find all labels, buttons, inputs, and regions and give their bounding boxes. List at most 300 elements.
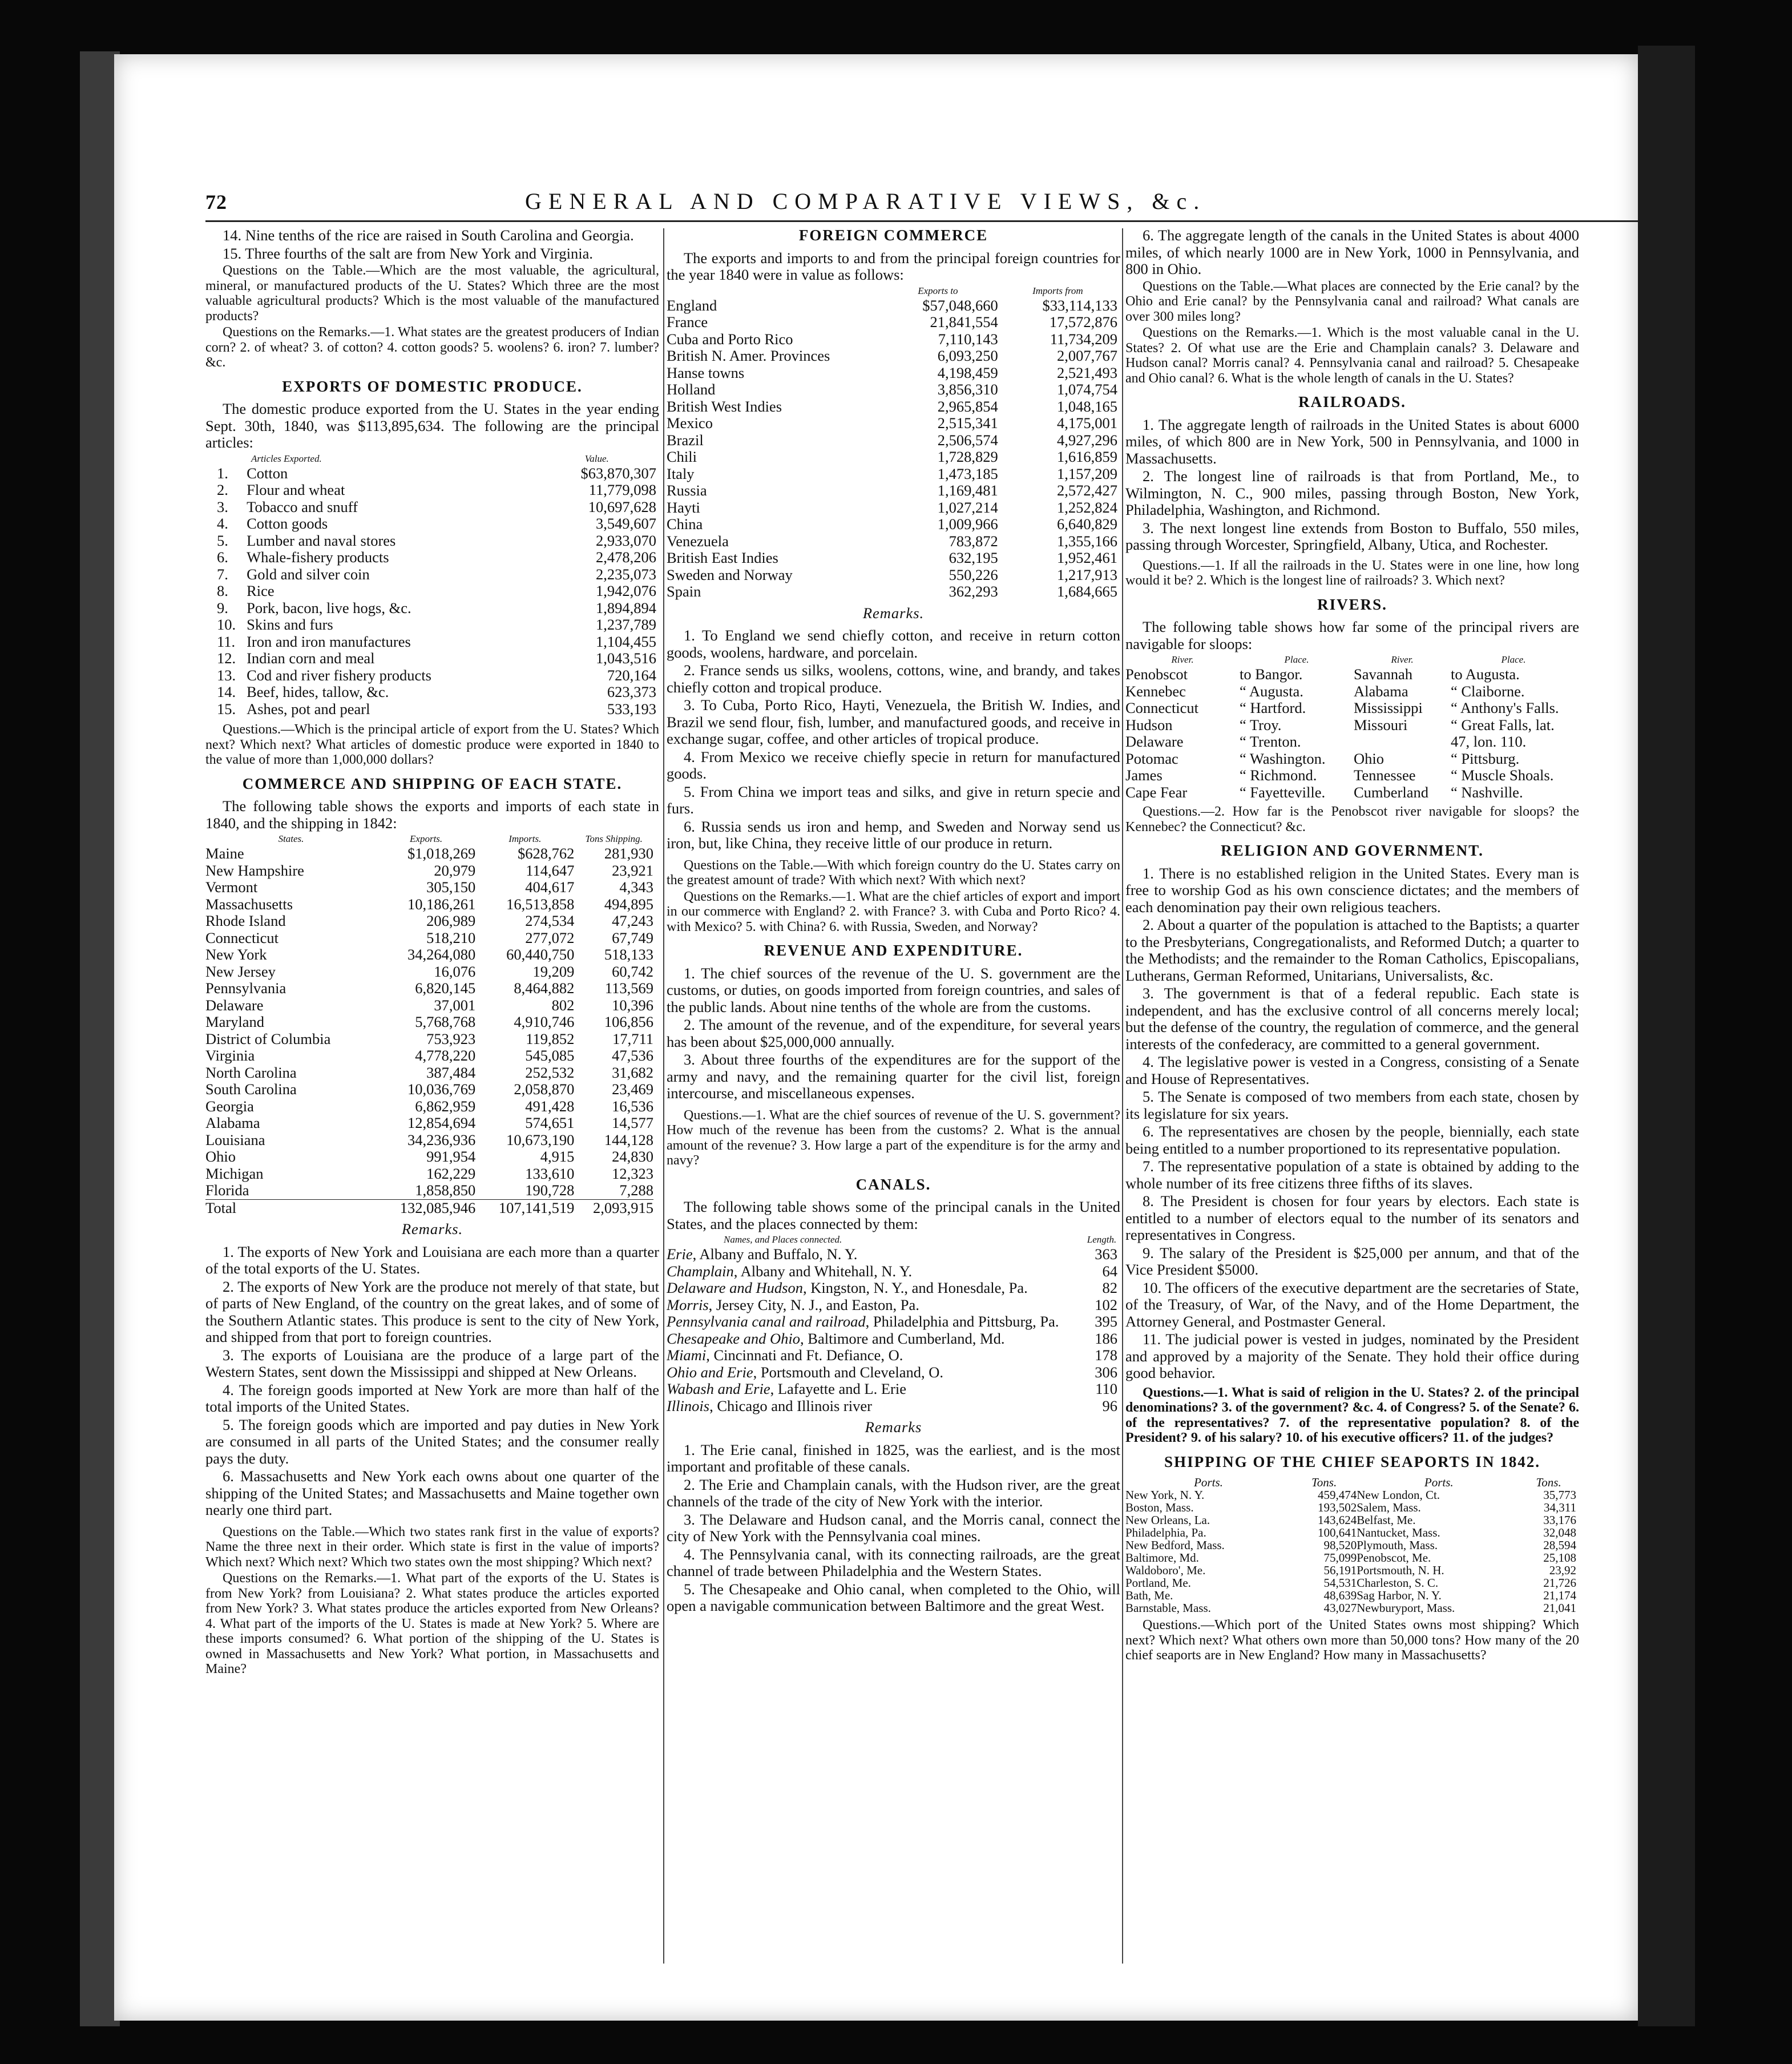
foreign-country: Hanse towns — [667, 364, 745, 381]
commerce-total-tons: 2,093,915 — [574, 1199, 653, 1216]
river-place-a: “ Washington. — [1240, 749, 1326, 767]
foreign-heading: FOREIGN COMMERCE — [798, 227, 988, 244]
exports-article: Lumber and naval stores — [247, 531, 396, 549]
commerce-tons: 4,343 — [619, 878, 653, 896]
exports-row — [217, 499, 656, 516]
river-place-a: “ Hartford. — [1240, 699, 1306, 716]
foreign-exports: 1,027,214 — [937, 498, 998, 516]
commerce-row — [205, 913, 653, 930]
foreign-exports: 21,841,554 — [930, 313, 998, 330]
railroad-paragraph: 2. The longest line of railroads is that from Portland, Me., to Wilmington, N. C., 900 miles, passing through Boston, New York, Philadelphia, Washington, and Richmond. — [1125, 467, 1579, 518]
canal-row — [667, 1263, 1117, 1280]
shipping-port-a: Philadelphia, Pa. — [1125, 1526, 1206, 1539]
foreign-country: British East Indies — [667, 549, 778, 566]
exports-value: $63,870,307 — [580, 464, 656, 482]
commerce-exports: 6,820,145 — [415, 979, 476, 997]
commerce-state: Delaware — [205, 996, 264, 1014]
foreign-row — [667, 365, 1117, 382]
shipping-tons-a: 48,639 — [1323, 1589, 1357, 1602]
rivers-col-river-b: River. — [1391, 654, 1414, 665]
exports-table-head — [217, 453, 656, 465]
canal-row — [667, 1280, 1117, 1297]
rivers-table-head — [1125, 654, 1576, 666]
exports-value: 1,894,894 — [596, 599, 656, 616]
commerce-imports: 252,532 — [525, 1063, 575, 1081]
commerce-tons: 281,930 — [604, 845, 653, 862]
canal-name: Pennsylvania canal and railroad — [667, 1313, 866, 1330]
river-name-b: Cumberland — [1354, 783, 1428, 801]
shipping-row — [1125, 1589, 1576, 1602]
revenue-paragraph: 3. About three fourths of the expenditures are for the support of the army and navy, and the remaining quarter for the civil list, foreign intercourse, and miscellaneous expenses. — [667, 1051, 1120, 1102]
foreign-exports: 7,110,143 — [938, 330, 998, 348]
river-place-a: “ Augusta. — [1240, 682, 1303, 700]
canal-remark-paragraph: 5. The Chesapeake and Ohio canal, when completed to the Ohio, will open a navigable communication between Baltimore and the great West. — [667, 1580, 1120, 1614]
foreign-row — [667, 398, 1117, 416]
commerce-col-imports: Imports. — [508, 833, 542, 844]
shipping-tons-a: 98,520 — [1323, 1538, 1357, 1552]
canal-row — [667, 1398, 1117, 1415]
foreign-imports: 1,252,824 — [1057, 498, 1117, 516]
commerce-imports: 10,673,190 — [506, 1131, 575, 1148]
commerce-state: South Carolina — [205, 1081, 297, 1098]
canal-length: 395 — [1095, 1313, 1117, 1330]
foreign-imports: 11,734,209 — [1050, 330, 1117, 348]
shipping-tons-a: 54,531 — [1323, 1576, 1357, 1590]
river-row — [1125, 717, 1576, 734]
shipping-tons-b: 34,311 — [1544, 1501, 1576, 1514]
foreign-imports: 1,952,461 — [1057, 549, 1117, 566]
exports-article: Rice — [247, 582, 275, 599]
commerce-tons: 144,128 — [604, 1131, 653, 1148]
exports-value: 1,237,789 — [596, 616, 656, 633]
commerce-state: Michigan — [205, 1164, 264, 1182]
foreign-imports: 1,157,209 — [1057, 465, 1117, 482]
canal-name-cell — [667, 1280, 1086, 1297]
shipping-tons-b: 21,174 — [1543, 1589, 1576, 1602]
shipping-tons-a: 75,099 — [1323, 1551, 1357, 1565]
commerce-row — [205, 946, 653, 964]
exports-value: 2,235,073 — [596, 565, 656, 583]
commerce-state: Massachusetts — [205, 895, 293, 913]
commerce-exports: 12,854,694 — [407, 1114, 476, 1131]
column-right — [1125, 227, 1579, 1664]
remarks-heading: Remarks. — [401, 1220, 463, 1237]
foreign-country: Sweden and Norway — [667, 566, 793, 583]
river-name-a: Delaware — [1125, 733, 1184, 750]
exports-article: Cod and river fishery products — [247, 666, 431, 684]
foreign-exports: 1,473,185 — [937, 465, 998, 482]
foreign-exports: 4,198,459 — [937, 364, 998, 381]
commerce-intro: The following table shows the exports and imports of each state in 1840, and the shipping in 1842: — [205, 797, 659, 832]
shipping-port-a: New York, N. Y. — [1125, 1488, 1205, 1502]
canal-remarks-heading: Remarks — [865, 1418, 922, 1436]
exports-article: Skins and furs — [247, 616, 333, 633]
foreign-row — [667, 583, 1117, 600]
commerce-imports: 545,085 — [525, 1047, 575, 1064]
commerce-imports: $628,762 — [518, 845, 575, 862]
exports-value: 1,104,455 — [596, 632, 656, 650]
religion-paragraph: 10. The officers of the executive department are the secretaries of State, of the Treasury, of War, of the Navy, and of the Home Department, the Attorney General, and Postmaster General. — [1125, 1279, 1579, 1330]
commerce-tons: 494,895 — [604, 895, 653, 913]
river-place-b: 47, lon. 110. — [1451, 733, 1527, 750]
commerce-tons: 67,749 — [612, 929, 653, 946]
shipping-tons-b: 35,773 — [1543, 1488, 1576, 1502]
foreign-row — [667, 331, 1117, 348]
religion-paragraph: 6. The representatives are chosen by the people, biennially, each state being entitled to a number proportioned to its representative population. — [1125, 1123, 1579, 1157]
exports-index: 2. — [217, 481, 228, 498]
shipping-row — [1125, 1577, 1576, 1589]
commerce-state: New York — [205, 946, 267, 963]
foreign-remarks-list — [667, 627, 1120, 852]
exports-row — [217, 482, 656, 499]
commerce-row — [205, 1132, 653, 1149]
shipping-tons-b: 23,92 — [1549, 1563, 1576, 1577]
railroads-paragraphs — [1125, 417, 1579, 554]
religion-paragraph: 3. The government is that of a federal republic. Each state is independent, and has the exclusive control of all concerns merely local; but the defense of the country, the regulation of commerce, and the general interests of the confederacy, are committed to a general government. — [1125, 985, 1579, 1053]
commerce-tons: 518,133 — [604, 946, 653, 963]
exports-value: 1,942,076 — [596, 582, 656, 599]
remark-paragraph: 6. Massachusetts and New York each owns about one quarter of the shipping of the United States; and Massachusetts and Maine together own nearly one third part. — [205, 1468, 659, 1518]
page-number: 72 — [205, 191, 227, 213]
foreign-country: Chili — [667, 448, 697, 465]
commerce-row — [205, 1182, 653, 1199]
commerce-state: Vermont — [205, 878, 258, 896]
exports-row — [217, 650, 656, 667]
shipping-row — [1125, 1514, 1576, 1526]
foreign-remark-paragraph: 5. From China we import teas and silks, and give in return specie and furs. — [667, 783, 1120, 817]
foreign-imports: 1,048,165 — [1057, 397, 1117, 415]
canal-name: Illinois — [667, 1397, 710, 1414]
exports-row — [217, 667, 656, 684]
foreign-exports: 1,009,966 — [937, 515, 998, 533]
river-place-a: “ Richmond. — [1240, 767, 1317, 784]
river-place-b: “ Pittsburg. — [1451, 749, 1520, 767]
river-name-b: Alabama — [1354, 682, 1408, 700]
foreign-imports: 1,616,859 — [1057, 448, 1117, 465]
river-row — [1125, 666, 1576, 683]
canal-length: 82 — [1102, 1279, 1117, 1296]
commerce-exports: 5,768,768 — [415, 1013, 476, 1030]
shipping-col-tons-b: Tons. — [1536, 1476, 1561, 1489]
foreign-country: British N. Amer. Provinces — [667, 347, 830, 364]
canal-name-cell — [667, 1381, 1086, 1398]
canal-length: 186 — [1095, 1329, 1117, 1347]
canal-name-cell — [667, 1246, 1086, 1263]
canal-name: Miami — [667, 1347, 707, 1364]
shipping-port-a: Boston, Mass. — [1125, 1501, 1194, 1514]
exports-index: 4. — [217, 515, 228, 532]
commerce-imports: 8,464,882 — [514, 979, 575, 997]
railroad-paragraph: 3. The next longest line extends from Boston to Buffalo, 550 miles, passing through Worcester, Springfield, Albany, Utica, and Rochester. — [1125, 519, 1579, 553]
river-place-b: “ Nashville. — [1451, 783, 1523, 801]
commerce-imports: 277,072 — [525, 929, 575, 946]
shipping-tons-a: 56,191 — [1323, 1563, 1357, 1577]
commerce-state: Connecticut — [205, 929, 279, 946]
canal-row — [667, 1297, 1117, 1314]
commerce-col-tons: Tons Shipping. — [585, 833, 643, 844]
commerce-row — [205, 1065, 653, 1082]
foreign-remark-paragraph: 1. To England we send chiefly cotton, and receive in return cotton goods, woolens, hardware, and porcelain. — [667, 627, 1120, 661]
commerce-state: Maine — [205, 845, 244, 862]
canal-places: , Portsmouth and Cleveland, O. — [753, 1363, 944, 1381]
river-name-a: Kennebec — [1125, 682, 1186, 700]
commerce-tons: 113,569 — [604, 979, 653, 997]
canal-name-cell — [667, 1297, 1086, 1314]
shipping-tons-a: 43,027 — [1323, 1601, 1357, 1615]
page-content — [205, 188, 1638, 1986]
commerce-state: Louisiana — [205, 1131, 265, 1148]
commerce-state: District of Columbia — [205, 1030, 331, 1047]
remark-paragraph: 5. The foreign goods which are imported and pay duties in New York are consumed in all parts of the United States; and the consumer really pays the duty. — [205, 1416, 659, 1467]
religion-paragraph: 5. The Senate is composed of two members from each state, chosen by its legislature for six years. — [1125, 1088, 1579, 1122]
remarks-questions-remarks: Questions on the Remarks.—1. What part of the exports of the U. States is from New York? from Louisiana? 2. What states produce the articles exported from New York? 3. What states produce the articles exported from New Orleans? 4. What part of the imports of the U. States is made at New York? 5. Where are these imports consumed? 6. What portion of the shipping of the U. States is owned in Massachusetts and New York? What portion, in Massachusetts and Maine? — [205, 1571, 659, 1676]
shipping-tons-b: 21,726 — [1543, 1576, 1576, 1590]
commerce-imports: 4,915 — [540, 1148, 575, 1165]
rivers-intro: The following table shows how far some of the principal rivers are navigable for sloops: — [1125, 618, 1579, 652]
river-name-a: Connecticut — [1125, 699, 1199, 716]
river-row — [1125, 683, 1576, 700]
canals-col-names: Names, and Places connected. — [724, 1234, 842, 1245]
river-place-b: “ Great Falls, lat. — [1451, 716, 1555, 733]
foreign-imports: 4,927,296 — [1057, 431, 1117, 449]
shipping-tons-b: 25,108 — [1543, 1551, 1576, 1565]
foreign-table — [667, 285, 1117, 600]
commerce-tons: 47,536 — [612, 1047, 653, 1064]
canal-name: Delaware and Hudson — [667, 1279, 803, 1296]
revenue-heading: REVENUE AND EXPENDITURE. — [764, 942, 1023, 959]
shipping-row — [1125, 1602, 1576, 1614]
river-name-a: Hudson — [1125, 716, 1173, 733]
exports-index: 6. — [217, 549, 228, 566]
header-rule — [205, 220, 1638, 222]
canal-name-cell — [667, 1331, 1086, 1348]
canal-places: , Baltimore and Cumberland, Md. — [800, 1329, 1005, 1347]
commerce-row — [205, 1031, 653, 1048]
river-name-b: Savannah — [1354, 666, 1413, 683]
foreign-remark-paragraph: 2. France sends us silks, woolens, cottons, wine, and brandy, and takes chiefly cotton and tropical produce. — [667, 662, 1120, 696]
river-row — [1125, 733, 1576, 751]
commerce-row — [205, 1098, 653, 1115]
exports-index: 8. — [217, 582, 228, 599]
shipping-table-head — [1125, 1476, 1576, 1489]
canal-name: Wabash and Erie — [667, 1380, 770, 1397]
exports-heading: EXPORTS OF DOMESTIC PRODUCE. — [282, 377, 583, 395]
foreign-remark-paragraph: 4. From Mexico we receive chiefly specie in return for manufactured goods. — [667, 748, 1120, 782]
religion-paragraph: 7. The representative population of a state is obtained by adding to the whole number of its free citizens three fifths of its slaves. — [1125, 1158, 1579, 1192]
rivers-heading: RIVERS. — [1317, 595, 1387, 613]
commerce-tons: 17,711 — [612, 1030, 653, 1047]
foreign-imports: 2,007,767 — [1057, 347, 1117, 364]
foreign-imports: 6,640,829 — [1057, 515, 1117, 533]
commerce-tons: 14,577 — [612, 1114, 653, 1131]
canal-remark-paragraph: 2. The Erie and Champlain canals, with the Hudson river, are the great channels of the trade of the city of New York with the interior. — [667, 1476, 1120, 1510]
exports-index: 7. — [217, 565, 228, 583]
foreign-country: Hayti — [667, 498, 700, 516]
revenue-paragraph: 1. The chief sources of the revenue of the U. S. government are the customs, or duties, on goods imported from foreign countries, and sales of the public lands. About nine tenths of the whole are from the customs. — [667, 964, 1120, 1015]
commerce-state: Florida — [205, 1182, 249, 1199]
shipping-table-body — [1125, 1489, 1576, 1614]
commerce-tons: 106,856 — [604, 1013, 653, 1030]
shipping-port-a: New Bedford, Mass. — [1125, 1538, 1225, 1552]
commerce-tons: 7,288 — [619, 1182, 653, 1199]
exports-index: 5. — [217, 531, 228, 549]
canal-row — [667, 1364, 1117, 1381]
shipping-port-b: Newburyport, Mass. — [1357, 1601, 1455, 1615]
foreign-row — [667, 550, 1117, 567]
rivers-table-body — [1125, 666, 1576, 801]
remark-paragraph: 1. The exports of New York and Louisiana are each more than a quarter of the total exports of the U. States. — [205, 1243, 659, 1277]
commerce-row — [205, 845, 653, 862]
shipping-row — [1125, 1551, 1576, 1564]
religion-heading: RELIGION AND GOVERNMENT. — [1221, 842, 1484, 859]
column-middle — [667, 227, 1120, 1616]
commerce-total-label: Total — [205, 1199, 377, 1216]
exports-intro: The domestic produce exported from the U. States in the year ending Sept. 30th, 1840, was $113,895,634. The following are the principal articles: — [205, 400, 659, 451]
page-edge-right — [1638, 46, 1695, 2026]
exports-value: 623,373 — [607, 683, 656, 700]
shipping-heading: SHIPPING OF THE CHIEF SEAPORTS IN 1842. — [1164, 1453, 1540, 1470]
commerce-row — [205, 1047, 653, 1065]
canal-places: , Chicago and Illinois river — [709, 1397, 872, 1414]
shipping-row — [1125, 1489, 1576, 1501]
exports-row — [217, 701, 656, 718]
remark-paragraph: 3. The exports of Louisiana are the produce of a large part of the Western States, sent down the Mississippi and shipped at New Orleans. — [205, 1346, 659, 1380]
foreign-exports: 632,195 — [949, 549, 998, 566]
river-place-b: “ Claiborne. — [1451, 682, 1525, 700]
river-place-b: “ Anthony's Falls. — [1451, 699, 1559, 716]
item-15: 15. Three fourths of the salt are from New York and Virginia. — [223, 244, 594, 262]
exports-article: Beef, hides, tallow, &c. — [247, 683, 389, 700]
foreign-exports: 2,515,341 — [937, 414, 998, 432]
foreign-country: Brazil — [667, 431, 704, 449]
shipping-port-b: Salem, Mass. — [1357, 1501, 1421, 1514]
canal-questions-table: Questions on the Table.—What places are connected by the Erie canal? by the Ohio and Erie canal? by the Pennsylvania canal and railroad? What canals are over 300 miles long? — [1125, 279, 1579, 324]
shipping-port-b: Nantucket, Mass. — [1357, 1526, 1440, 1539]
shipping-port-b: Belfast, Me. — [1357, 1513, 1416, 1527]
foreign-row — [667, 482, 1117, 499]
commerce-state: Georgia — [205, 1097, 254, 1115]
canals-intro: The following table shows some of the principal canals in the United States, and the places connected by them: — [667, 1198, 1120, 1232]
commerce-exports: 34,264,080 — [407, 946, 476, 963]
foreign-table-body — [667, 297, 1117, 600]
foreign-country: Spain — [667, 583, 701, 600]
page-sheet — [114, 54, 1638, 2021]
canal-remarks-list — [667, 1442, 1120, 1615]
canal-length: 64 — [1102, 1262, 1117, 1280]
exports-value: 720,164 — [607, 666, 656, 684]
river-name-a: Cape Fear — [1125, 783, 1188, 801]
canal-name-cell — [667, 1263, 1086, 1280]
canal-name-cell — [667, 1364, 1086, 1381]
river-name-a: Potomac — [1125, 749, 1178, 767]
exports-table — [217, 453, 656, 718]
shipping-col-ports-a: Ports. — [1194, 1476, 1223, 1489]
shipping-tons-a: 193,502 — [1317, 1501, 1357, 1514]
revenue-paragraphs — [667, 965, 1120, 1102]
commerce-state: Pennsylvania — [205, 979, 286, 997]
commerce-tons: 23,921 — [612, 861, 653, 879]
foreign-table-head — [667, 285, 1117, 297]
shipping-port-b: Sag Harbor, N. Y. — [1357, 1589, 1442, 1602]
canal-name-cell — [667, 1313, 1086, 1331]
canals-heading: CANALS. — [855, 1175, 931, 1193]
commerce-row — [205, 896, 653, 913]
foreign-country: France — [667, 313, 708, 330]
commerce-imports: 119,852 — [526, 1030, 575, 1047]
canal-places: , Albany and Whitehall, N. Y. — [733, 1262, 913, 1280]
commerce-imports: 114,647 — [526, 861, 575, 879]
canal-name: Chesapeake and Ohio — [667, 1329, 801, 1347]
commerce-state: New Jersey — [205, 962, 276, 980]
foreign-row — [667, 381, 1117, 398]
shipping-tons-b: 33,176 — [1543, 1513, 1576, 1527]
commerce-tons: 16,536 — [612, 1097, 653, 1115]
commerce-exports: 16,076 — [434, 962, 476, 980]
commerce-exports: 162,229 — [426, 1164, 476, 1182]
foreign-questions-remarks: Questions on the Remarks.—1. What are the chief articles of export and import in our commerce with England? 2. with France? 3. with Cuba and Porto Rico? 4. with Mexico? 5. with China? 6. with Russia, Sweden, and Norway? — [667, 889, 1120, 934]
shipping-port-b: Penobscot, Me. — [1357, 1551, 1431, 1565]
foreign-exports: 362,293 — [949, 583, 998, 600]
shipping-col-ports-b: Ports. — [1424, 1476, 1454, 1489]
commerce-row — [205, 930, 653, 947]
religion-paragraph: 8. The President is chosen for four years by electors. Each state is entitled to a number of electors equal to the number of its senators and representatives in Congress. — [1125, 1192, 1579, 1243]
foreign-exports: 783,872 — [949, 532, 998, 550]
exports-article: Flour and wheat — [247, 481, 345, 498]
running-header: GENERAL AND COMPARATIVE VIEWS, &c. — [525, 188, 1206, 214]
foreign-exports: 1,728,829 — [937, 448, 998, 465]
railroads-heading: RAILROADS. — [1298, 393, 1406, 410]
canal-row — [667, 1381, 1117, 1398]
exports-col-value: Value. — [584, 453, 609, 464]
exports-index: 1. — [217, 464, 228, 482]
commerce-tons: 31,682 — [612, 1063, 653, 1081]
shipping-questions: Questions.—Which port of the United States owns most shipping? Which next? Which next? What others own more than 50,000 tons? How many of the 20 chief seaports are in New England? How many in Massachusetts? — [1125, 1618, 1579, 1663]
canal-places: , Lafayette and L. Erie — [770, 1380, 906, 1397]
revenue-paragraph: 2. The amount of the revenue, and of the expenditure, for several years has been about $25,000,000 annually. — [667, 1016, 1120, 1050]
railroad-paragraph: 1. The aggregate length of railroads in the United States is about 6000 miles, of which 800 are in New York, 500 in Pennsylvania, and 1000 in Massachusetts. — [1125, 416, 1579, 467]
column-rule-1 — [663, 228, 664, 1964]
commerce-tons: 12,323 — [612, 1164, 653, 1182]
remarks-list — [205, 1244, 659, 1519]
commerce-col-state: States. — [278, 833, 304, 844]
exports-value: 1,043,516 — [596, 650, 656, 667]
remark-paragraph: 4. The foreign goods imported at New York are more than half of the total imports of the United States. — [205, 1381, 659, 1415]
religion-paragraph: 2. About a quarter of the population is attached to the Baptists; a quarter to the Presbyterians, Congregationalists, and Reformed Dutch; a quarter to the Methodists; and the remainder to the Roman Catholics, Episcopalians, Lutherans, German Reformed, Unitarians, Universalists, &c. — [1125, 916, 1579, 984]
river-row — [1125, 767, 1576, 784]
river-row — [1125, 751, 1576, 768]
exports-index: 15. — [217, 700, 236, 717]
exports-value: 3,549,607 — [596, 515, 656, 532]
foreign-imports: 1,074,754 — [1057, 381, 1117, 398]
exports-index: 13. — [217, 666, 236, 684]
canals-table-head — [667, 1233, 1117, 1246]
foreign-row — [667, 297, 1117, 315]
commerce-imports: 133,610 — [525, 1164, 575, 1182]
religion-paragraph: 9. The salary of the President is $25,000 per annum, and that of the Vice President $5000. — [1125, 1244, 1579, 1278]
remark-paragraph: 2. The exports of New York are the produce not merely of that state, but of parts of New England, of the country on the great lakes, and of some of the Southern Atlantic states. This produce is sent to the city of New York, and shipped from that port to foreign countries. — [205, 1277, 659, 1345]
exports-value: 2,933,070 — [596, 531, 656, 549]
exports-article: Iron and iron manufactures — [247, 632, 411, 650]
commerce-tons: 47,243 — [612, 912, 653, 929]
canal-row — [667, 1347, 1117, 1364]
shipping-tons-b: 32,048 — [1543, 1526, 1576, 1539]
foreign-intro: The exports and imports to and from the principal foreign countries for the year 1840 were in value as follows: — [667, 249, 1120, 283]
canal-length: 306 — [1095, 1363, 1117, 1381]
exports-index: 12. — [217, 650, 236, 667]
commerce-state: North Carolina — [205, 1063, 297, 1081]
religion-paragraph: 4. The legislative power is vested in a Congress, consisting of a Senate and House of Representatives. — [1125, 1053, 1579, 1087]
river-name-b: Mississippi — [1354, 699, 1423, 716]
